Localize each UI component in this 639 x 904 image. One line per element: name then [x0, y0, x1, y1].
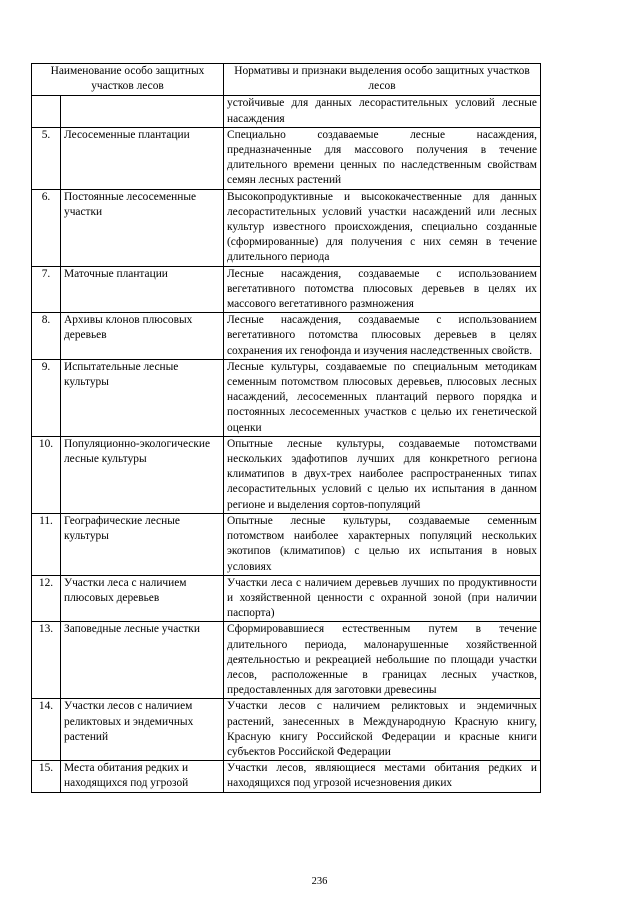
row-number: 5.	[32, 127, 61, 189]
area-name: Географические лесные культуры	[61, 513, 224, 575]
area-name: Постоянные лесосеменные участки	[61, 189, 224, 266]
table-row	[32, 127, 541, 189]
table-row	[32, 359, 541, 436]
header-name-column: Наименование особо защитных участков лесов	[32, 64, 224, 96]
header-norms-column: Нормативы и признаки выделения особо защитных участков лесов	[224, 64, 541, 96]
row-number	[32, 96, 61, 127]
table-header-row	[32, 64, 541, 96]
page-number: 236	[311, 876, 328, 887]
area-name: Лесосеменные плантации	[61, 127, 224, 189]
area-description: Лесные насаждения, создаваемые с использованием вегетативного потомства плюсовых деревьев в целях их массового вегетативного размножения	[224, 266, 541, 313]
area-name: Испытательные лесные культуры	[61, 359, 224, 436]
area-name: Заповедные лесные участки	[61, 622, 224, 699]
table-row	[32, 622, 541, 699]
area-name: Маточные плантации	[61, 266, 224, 313]
row-number: 15.	[32, 761, 61, 792]
table-row	[32, 436, 541, 513]
area-description: Высокопродуктивные и высококачественные для данных лесорастительных условий участки насаждений или лесных культур известного происхождения, специально созданные (сформированные) для получения с них семян в течение длительного периода	[224, 189, 541, 266]
row-number: 13.	[32, 622, 61, 699]
area-description: Участки лесов, являющиеся местами обитания редких и находящихся под угрозой исчезновения диких	[224, 761, 541, 792]
area-description: Лесные насаждения, создаваемые с использованием вегетативного потомства плюсовых деревьев в целях сохранения их генофонда и изучения наследственных свойств.	[224, 313, 541, 360]
table-row	[32, 266, 541, 313]
row-number: 11.	[32, 513, 61, 575]
table-row	[32, 761, 541, 792]
area-name: Участки леса с наличием плюсовых деревьев	[61, 575, 224, 622]
area-description: Специально создаваемые лесные насаждения, предназначенные для массового получения в течение длительного времени ценных по наследственным свойствам семян лесных растений	[224, 127, 541, 189]
area-description: Опытные лесные культуры, создаваемые потомствами нескольких эдафотипов лучших для конкретного региона климатипов в двух-трех наиболее распространенных типах лесорастительных условий с целью их испытания в данном регионе и выделения сортов-популяций	[224, 436, 541, 513]
continuation-row	[32, 96, 541, 127]
row-number: 10.	[32, 436, 61, 513]
row-number: 9.	[32, 359, 61, 436]
area-description: Участки леса с наличием деревьев лучших по продуктивности и хозяйственной ценности с охранной зоной (при наличии паспорта)	[224, 575, 541, 622]
area-name: Популяционно-экологические лесные культуры	[61, 436, 224, 513]
table-row	[32, 313, 541, 360]
area-name	[61, 96, 224, 127]
table-row	[32, 513, 541, 575]
area-description: Лесные культуры, создаваемые по специальным методикам семенным потомством плюсовых деревьев, плюсовых лесных насаждений, лесосеменных плантаций первого порядка и постоянных лесосеменных участков с целью их генетической оценки	[224, 359, 541, 436]
row-number: 6.	[32, 189, 61, 266]
table-row	[32, 189, 541, 266]
area-name: Участки лесов с наличием реликтовых и эндемичных растений	[61, 699, 224, 761]
row-number: 8.	[32, 313, 61, 360]
row-number: 14.	[32, 699, 61, 761]
row-number: 7.	[32, 266, 61, 313]
row-number: 12.	[32, 575, 61, 622]
area-name: Архивы клонов плюсовых деревьев	[61, 313, 224, 360]
table-row	[32, 699, 541, 761]
area-description: Опытные лесные культуры, создаваемые семенным потомством наиболее характерных популяций нескольких экотипов (климатипов) с целью их испытания в новых условиях	[224, 513, 541, 575]
area-description: устойчивые для данных лесорастительных условий лесные насаждения	[224, 96, 541, 127]
protective-areas-table	[31, 63, 541, 793]
area-description: Сформировавшиеся естественным путем в течение длительного периода, малонарушенные хозяйственной деятельностью и рекреацией небольшие по площади участки лесов, расположенные в границах лесных участков, предоставленных для заготовки древесины	[224, 622, 541, 699]
area-name: Места обитания редких и находящихся под угрозой	[61, 761, 224, 792]
area-description: Участки лесов с наличием реликтовых и эндемичных растений, занесенных в Международную Красную книгу, Красную книгу Российской Федерации и красные книги субъектов Российской Федерации	[224, 699, 541, 761]
table-row	[32, 575, 541, 622]
